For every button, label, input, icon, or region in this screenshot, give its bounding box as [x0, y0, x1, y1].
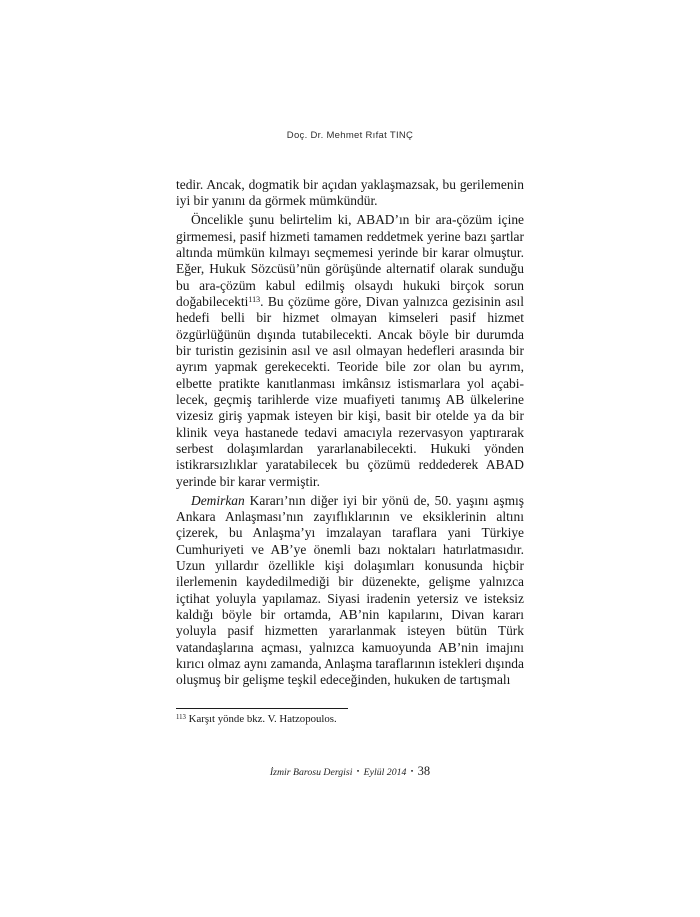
footnote-text: Karşıt yönde bkz. V. Hatzopoulos.: [185, 713, 337, 725]
paragraph-2-text-after-ref: . Bu çözüme göre, Divan yalnızca gezisinin asıl hedefi belli bir hizmet olmayan kimseleri pasif hizmet özgürlüğünün dışında tutabilecekti. Ancak böyle bir durumda bir turistin gezisinin asıl ve asıl olmayan hedefleri arasında bir ayrım yapmak gerekecekti. Teoride bile zor olan bu ayrım, elbette pratikte kanıtlanması imkânsız istismarlara yol açabi-lecek, geçmiş tarihlerde vize muafiyeti tanımış AB ülkelerine vizesiz giriş yapmak isteyen bir kişi, basit bir otelde ya da bir klinik veya hastanede tedavi amacıyla rezervasyon yaptırarak serbest dolaşımlardan yararlanabilecekti. Hukuki yönden istikrarsızlıklar yaratabilecek bu çözümü reddederek ABAD yerinde bir karar vermiştir.: [176, 293, 524, 489]
footnote-separator-rule: [176, 708, 348, 709]
case-name-italic: Demirkan: [191, 492, 245, 508]
footer-bullet-icon: ▪: [356, 768, 360, 775]
page-header-author: Doç. Dr. Mehmet Rıfat TINÇ: [286, 130, 414, 141]
issue-date: Eylül 2014: [363, 767, 407, 778]
footnote-113: [176, 713, 524, 726]
paragraph-continuation: tedir. Ancak, dogmatik bir açıdan yaklaşmazsak, bu gerilemenin iyi bir yanını da görmek mümkündür.: [176, 177, 524, 209]
footnote-number: 113: [176, 714, 186, 721]
article-body: [176, 177, 524, 691]
paragraph-3: [176, 493, 524, 689]
footnote-section: [176, 708, 524, 726]
paragraph-2: [176, 212, 524, 490]
paragraph-3-text: Kararı’nın diğer iyi bir yönü de, 50. yaşını aşmış Ankara Anlaşması’nın zayıflıklarının ve eksiklerinin altını çizerek, bu Anlaşma’yı imzalayan taraflara yani Türkiye Cumhuriyeti ve AB’ye önemli bazı noktaları hatırlatmasıdır. Uzun yıllardır özellikle kişi dolaşımları konusunda hiçbir ilerlemenin kaydedilmediği bir düzenekte, gelişme yalnızca içtihat yoluyla yapılamaz. Siyasi iradenin yetersiz ve isteksiz kaldığı böyle bir ortamda, AB’nin kapılarını, Divan kararı yoluyla pasif hizmetten yararlanmak isteyen bütün Türk vatandaşlarına açması, yalnızca kamuoyunda AB’nin imajını kırıcı olmaz aynı zamanda, Anlaşma taraflarının istekleri dışında oluşmuş bir gelişme teşkil edeceğinden, hukuken de tartışmalı: [176, 492, 524, 688]
journal-name: İzmir Barosu Dergisi: [269, 767, 353, 778]
paragraph-2-text: Öncelikle şunu belirtelim ki, ABAD’ın bir ara-çözüm içine girmemesi, pasif hizmeti tamamen reddetmek yerine bazı şartlar altında mümkün kılmayı seçmemesi yerinde bir karar olmuştur. Eğer, Hukuk Sözcüsü’nün görüşünde alternatif olarak sunduğu bu ara-çözüm kabul edilmiş olsaydı hukuki birçok sorun doğabilecekti: [176, 212, 524, 309]
page-number: 38: [417, 764, 431, 778]
footnote-reference-113: 113: [248, 294, 261, 304]
footer-bullet-icon: ▪: [410, 768, 414, 775]
page-footer: [0, 764, 700, 779]
